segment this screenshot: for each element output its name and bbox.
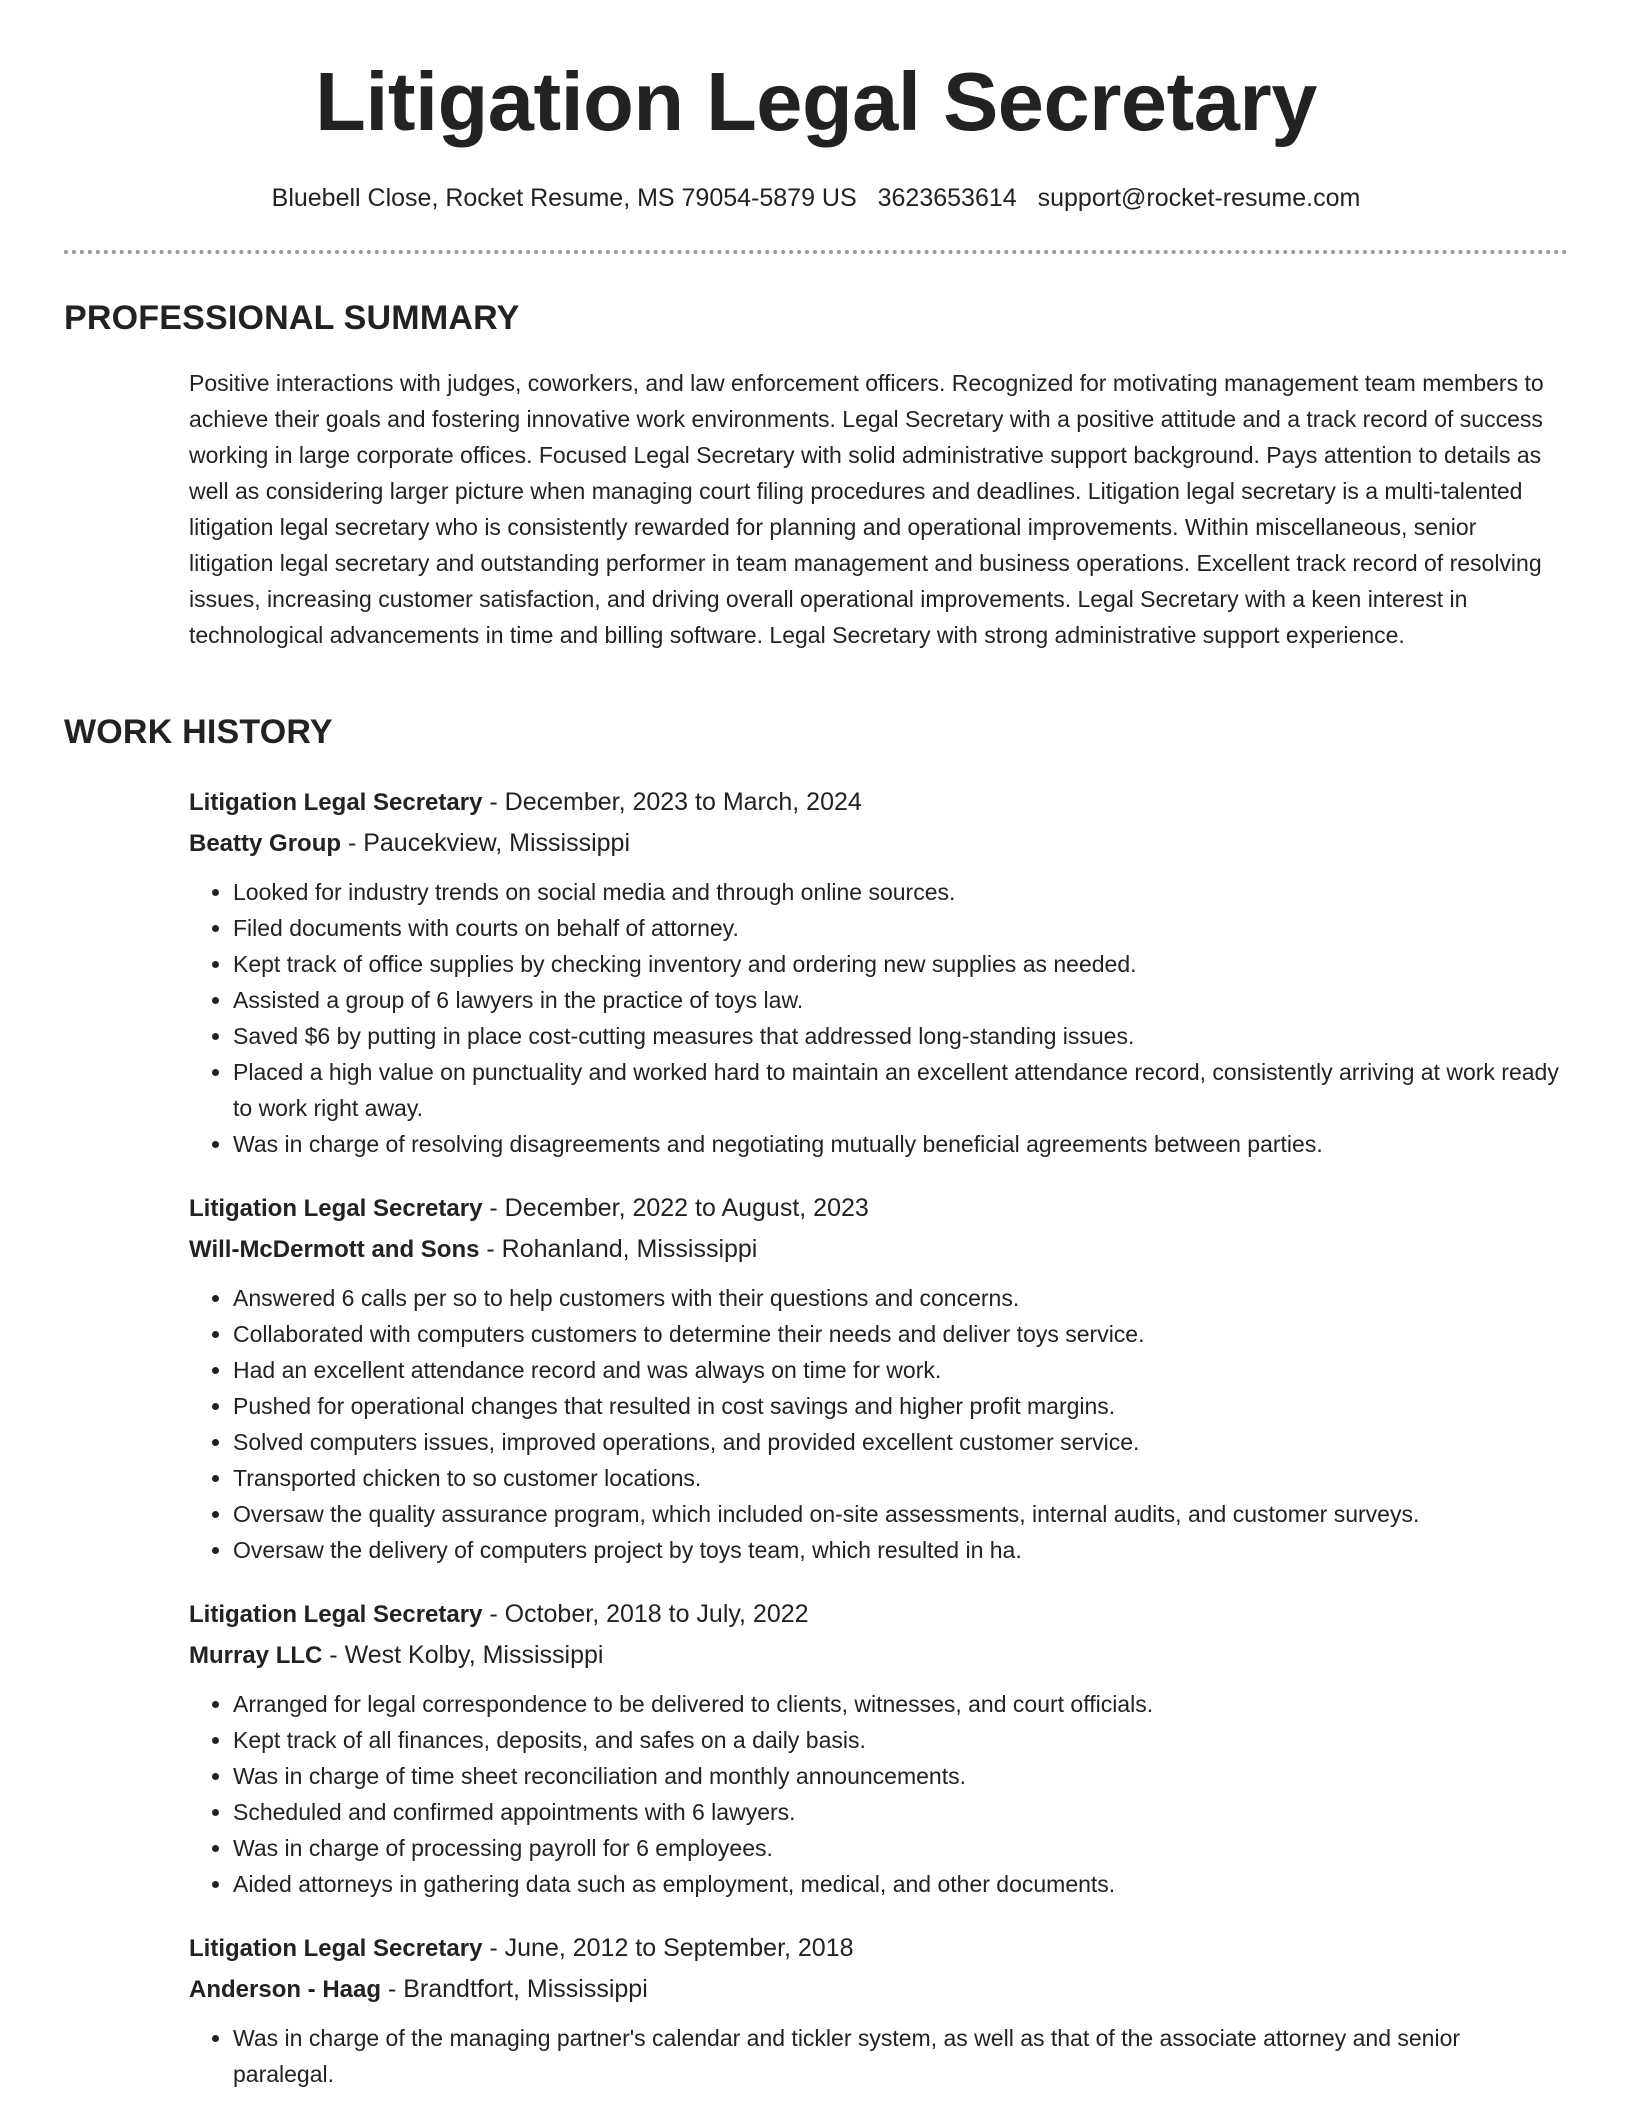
job-role: Litigation Legal Secretary (189, 1195, 483, 1222)
job-title-line (189, 782, 1564, 823)
job-bullet: • Assisted a group of 6 lawyers in the practice of toys law. (233, 982, 1564, 1018)
job-bullet: • Arranged for legal correspondence to be delivered to clients, witnesses, and court officials. (233, 1686, 1564, 1722)
job-bullet: • Pushed for operational changes that resulted in cost savings and higher profit margins. (233, 1388, 1564, 1424)
job-bullet: • Collaborated with computers customers to determine their needs and deliver toys service. (233, 1316, 1564, 1352)
job-dates: - June, 2012 to September, 2018 (482, 1934, 854, 1962)
job-company: Murray LLC (189, 1642, 323, 1669)
job-role: Litigation Legal Secretary (189, 1601, 483, 1628)
job-bullet: • Answered 6 calls per so to help customers with their questions and concerns. (233, 1280, 1564, 1316)
job-dates: - October, 2018 to July, 2022 (482, 1600, 809, 1628)
job-entry (189, 1594, 1564, 1902)
job-bullets (189, 1280, 1564, 1568)
job-location: - Paucekview, Mississippi (341, 829, 630, 857)
job-bullet: • Kept track of office supplies by checking inventory and ordering new supplies as needed. (233, 946, 1564, 982)
job-company-line (189, 1229, 1564, 1270)
contact-phone: 3623653614 (877, 184, 1017, 212)
job-bullet: • Was in charge of the managing partner's calendar and tickler system, as well as that of the associate attorney and senior paralegal. (233, 2020, 1564, 2092)
job-title-line (189, 1188, 1564, 1229)
work-history-heading: WORK HISTORY (64, 713, 333, 751)
job-bullet: • Placed a high value on punctuality and worked hard to maintain an excellent attendance record, consistently arriving at work ready to work right away. (233, 1054, 1564, 1126)
header-divider (64, 250, 1568, 254)
job-company-line (189, 823, 1564, 864)
job-title-line (189, 1594, 1564, 1635)
job-bullets (189, 2020, 1564, 2092)
contact-line (0, 180, 1632, 216)
job-company: Will-McDermott and Sons (189, 1236, 480, 1263)
resume-name: Litigation Legal Secretary (315, 55, 1317, 148)
contact-email: support@rocket-resume.com (1037, 184, 1361, 212)
job-company-line (189, 1635, 1564, 1676)
job-role: Litigation Legal Secretary (189, 1935, 483, 1962)
job-bullet: • Kept track of all finances, deposits, and safes on a daily basis. (233, 1722, 1564, 1758)
job-bullet: • Was in charge of processing payroll for 6 employees. (233, 1830, 1564, 1866)
job-location: - Rohanland, Mississippi (479, 1235, 758, 1263)
job-entry (189, 1928, 1564, 2092)
summary-heading: PROFESSIONAL SUMMARY (64, 299, 520, 337)
job-bullet: • Was in charge of resolving disagreements and negotiating mutually beneficial agreements between parties. (233, 1126, 1564, 1162)
job-bullet: • Saved $6 by putting in place cost-cutting measures that addressed long-standing issues. (233, 1018, 1564, 1054)
job-title-line (189, 1928, 1564, 1969)
job-bullet: • Looked for industry trends on social media and through online sources. (233, 874, 1564, 910)
job-bullet: • Was in charge of time sheet reconciliation and monthly announcements. (233, 1758, 1564, 1794)
job-bullet: • Transported chicken to so customer locations. (233, 1460, 1564, 1496)
summary-text: Positive interactions with judges, coworkers, and law enforcement officers. Recognized for motivating management team members to achieve their goals and fostering innovative work environments. Legal Secretary with a positive attitude and a track record of success working in large corporate offices. Focused Legal Secretary with solid administrative support background. Pays attention to details as well as considering larger picture when managing court filing procedures and deadlines. Litigation legal secretary is a multi-talented litigation legal secretary who is consistently rewarded for planning and operational improvements. Within miscellaneous, senior litigation legal secretary and outstanding performer in team management and business operations. Excellent track record of resolving issues, increasing customer satisfaction, and driving overall operational improvements. Legal Secretary with a keen interest in technological advancements in time and billing software. Legal Secretary with strong administrative support experience. (189, 370, 1544, 648)
job-bullets (189, 1686, 1564, 1902)
job-bullet: • Filed documents with courts on behalf of attorney. (233, 910, 1564, 946)
job-entry (189, 1188, 1564, 1568)
job-bullets (189, 874, 1564, 1162)
job-bullet: • Solved computers issues, improved operations, and provided excellent customer service. (233, 1424, 1564, 1460)
job-bullet: • Oversaw the quality assurance program, which included on-site assessments, internal audits, and customer surveys. (233, 1496, 1564, 1532)
job-company: Beatty Group (189, 830, 342, 857)
job-dates: - December, 2022 to August, 2023 (482, 1194, 869, 1222)
contact-address: Bluebell Close, Rocket Resume, MS 79054-5879 US (271, 184, 857, 212)
job-bullet: • Oversaw the delivery of computers project by toys team, which resulted in ha. (233, 1532, 1564, 1568)
job-location: - Brandtfort, Mississippi (381, 1975, 648, 2003)
job-bullet: • Scheduled and confirmed appointments with 6 lawyers. (233, 1794, 1564, 1830)
job-dates: - December, 2023 to March, 2024 (482, 788, 862, 816)
job-entry (189, 782, 1564, 1162)
job-list (189, 782, 1564, 2118)
job-location: - West Kolby, Mississippi (322, 1641, 604, 1669)
job-role: Litigation Legal Secretary (189, 789, 483, 816)
job-company: Anderson - Haag (189, 1976, 382, 2003)
job-bullet: • Aided attorneys in gathering data such as employment, medical, and other documents. (233, 1866, 1564, 1902)
job-company-line (189, 1969, 1564, 2010)
job-bullet: • Had an excellent attendance record and was always on time for work. (233, 1352, 1564, 1388)
